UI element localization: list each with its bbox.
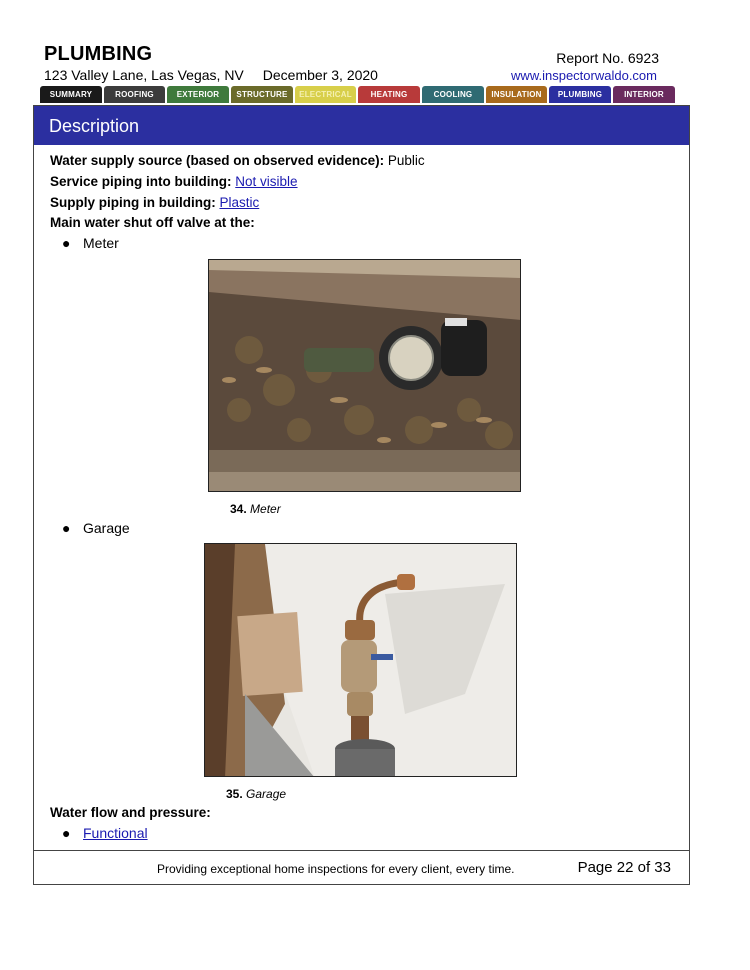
tab-roofing[interactable]: ROOFING (104, 86, 165, 103)
meter-photo (208, 259, 521, 492)
service-piping-row (50, 174, 298, 189)
list-item (62, 520, 130, 536)
water-supply-value: Public (387, 153, 425, 168)
section-heading: Description (34, 106, 689, 145)
shutoff-label: Main water shut off valve at the: (50, 215, 255, 230)
tab-structure[interactable]: STRUCTURE (231, 86, 293, 103)
page-number: Page 22 of 33 (577, 859, 671, 876)
service-piping-link[interactable]: Not visible (235, 174, 298, 189)
flow-functional-link[interactable]: Functional (83, 825, 148, 841)
photo-number: 34. (230, 502, 247, 516)
supply-piping-link[interactable]: Plastic (219, 195, 260, 210)
photo-caption (226, 787, 286, 801)
tab-insulation[interactable]: INSULATION (486, 86, 547, 103)
photo-caption-text: Meter (250, 502, 281, 516)
photo-caption (230, 502, 281, 516)
tab-cooling[interactable]: COOLING (422, 86, 484, 103)
shutoff-row (50, 215, 255, 230)
footer-tagline: Providing exceptional home inspections for every client, every time. (157, 862, 515, 876)
tab-plumbing[interactable]: PLUMBING (549, 86, 611, 103)
service-piping-label: Service piping into building: (50, 174, 232, 189)
tab-electrical[interactable]: ELECTRICAL (295, 86, 356, 103)
bullet-icon: ● (62, 520, 71, 536)
flow-row (50, 805, 211, 820)
address-line (44, 67, 378, 83)
photo-number: 35. (226, 787, 243, 801)
property-address: 123 Valley Lane, Las Vegas, NV (44, 67, 244, 83)
section-tabs (40, 86, 675, 103)
report-number: Report No. 6923 (556, 50, 659, 66)
photo-caption-text: Garage (246, 787, 287, 801)
bullet-icon: ● (62, 825, 71, 841)
water-supply-row (50, 153, 425, 168)
tab-heating[interactable]: HEATING (358, 86, 420, 103)
tab-interior[interactable]: INTERIOR (613, 86, 675, 103)
page-title: PLUMBING (44, 43, 153, 65)
tab-summary[interactable]: SUMMARY (40, 86, 102, 103)
garage-photo (204, 543, 517, 777)
inspection-date: December 3, 2020 (262, 67, 378, 83)
list-item (62, 235, 119, 251)
garage-image (205, 544, 517, 777)
shutoff-item-meter: Meter (83, 235, 119, 251)
meter-image (209, 260, 521, 492)
footer-divider (33, 850, 690, 851)
bullet-icon: ● (62, 235, 71, 251)
supply-piping-row (50, 195, 259, 210)
flow-label: Water flow and pressure: (50, 805, 211, 820)
water-supply-label: Water supply source (based on observed evidence): (50, 153, 385, 168)
shutoff-item-garage: Garage (83, 520, 130, 536)
supply-piping-label: Supply piping in building: (50, 195, 216, 210)
list-item (62, 825, 148, 841)
tab-exterior[interactable]: EXTERIOR (167, 86, 229, 103)
website-link[interactable]: www.inspectorwaldo.com (511, 68, 657, 83)
